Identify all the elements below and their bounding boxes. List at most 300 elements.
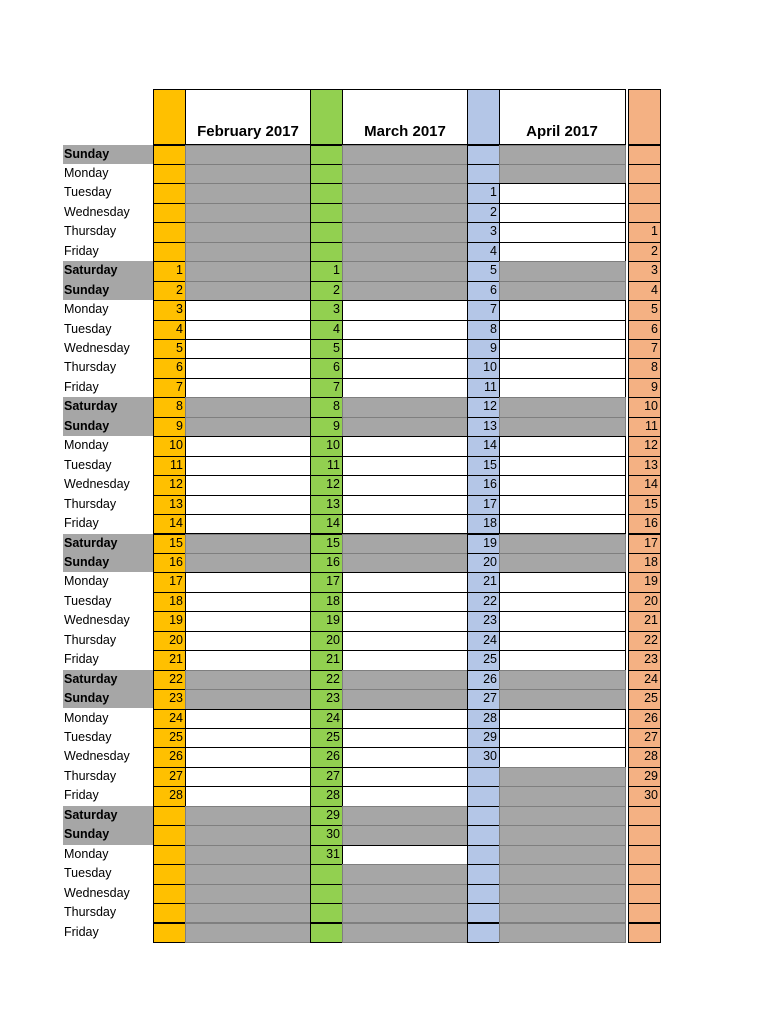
day-note-cell[interactable]	[342, 631, 469, 651]
day-number: 27	[483, 691, 497, 706]
day-note-cell[interactable]	[342, 786, 469, 806]
day-note-cell[interactable]	[499, 475, 626, 495]
day-note-cell[interactable]	[342, 320, 469, 340]
day-note-cell[interactable]	[499, 145, 626, 165]
day-number: 20	[169, 632, 183, 647]
day-number-cell	[628, 864, 661, 884]
weekday-label: Thursday	[64, 632, 117, 647]
day-number-cell	[153, 164, 186, 184]
month-color-header	[310, 89, 343, 145]
day-number: 2	[651, 243, 658, 258]
day-note-cell[interactable]	[499, 728, 626, 748]
day-note-cell[interactable]	[499, 358, 626, 378]
weekday-label: Wednesday	[64, 749, 130, 764]
day-note-cell[interactable]	[185, 261, 312, 281]
day-number: 9	[651, 379, 658, 394]
day-number: 11	[484, 379, 497, 394]
day-number-cell	[153, 145, 186, 165]
day-number-cell	[467, 806, 500, 826]
day-number-cell	[153, 222, 186, 242]
month-color-header	[153, 89, 186, 145]
weekday-label: Saturday	[63, 534, 154, 553]
day-number: 25	[483, 652, 497, 667]
day-note-cell[interactable]	[342, 495, 469, 515]
day-number: 22	[644, 632, 658, 647]
day-number-cell	[467, 864, 500, 884]
day-note-cell[interactable]	[342, 650, 469, 670]
day-note-cell[interactable]	[185, 145, 312, 165]
day-number: 1	[490, 185, 497, 200]
day-note-cell[interactable]	[499, 378, 626, 398]
weekday-label: Wednesday	[64, 613, 130, 628]
day-number: 10	[483, 360, 497, 375]
day-number: 10	[169, 438, 183, 453]
weekday-label: Thursday	[64, 768, 117, 783]
weekday-label: Monday	[64, 574, 109, 589]
day-note-cell[interactable]	[342, 378, 469, 398]
day-note-cell[interactable]	[185, 670, 312, 690]
day-number: 8	[490, 321, 497, 336]
day-number: 30	[483, 749, 497, 764]
day-note-cell[interactable]	[342, 475, 469, 495]
weekday-label: Monday	[64, 846, 109, 861]
day-number: 2	[490, 204, 497, 219]
day-note-cell[interactable]	[342, 923, 469, 943]
day-number: 14	[169, 516, 183, 531]
day-number-cell	[628, 923, 661, 943]
day-number-cell	[310, 884, 343, 904]
day-number: 20	[644, 593, 658, 608]
day-note-cell[interactable]	[342, 183, 469, 203]
day-number: 3	[651, 263, 658, 278]
day-number: 28	[326, 788, 340, 803]
day-note-cell[interactable]	[499, 572, 626, 592]
day-note-cell[interactable]	[342, 884, 469, 904]
day-note-cell[interactable]	[499, 300, 626, 320]
day-note-cell[interactable]	[499, 281, 626, 301]
day-number: 8	[176, 399, 183, 414]
day-note-cell[interactable]	[185, 767, 312, 787]
day-number: 18	[644, 554, 658, 569]
day-note-cell[interactable]	[342, 534, 469, 554]
day-number: 29	[644, 768, 658, 783]
day-note-cell[interactable]	[185, 358, 312, 378]
day-number-cell	[628, 825, 661, 845]
day-note-cell[interactable]	[185, 553, 312, 573]
weekday-label: Monday	[64, 302, 109, 317]
day-note-cell[interactable]	[342, 203, 469, 223]
day-note-cell[interactable]	[185, 709, 312, 729]
day-note-cell[interactable]	[499, 456, 626, 476]
weekday-label: Tuesday	[64, 457, 112, 472]
day-number: 12	[169, 477, 183, 492]
day-number: 30	[644, 788, 658, 803]
weekday-label: Wednesday	[64, 477, 130, 492]
day-number: 23	[169, 691, 183, 706]
weekday-label: Thursday	[64, 224, 117, 239]
day-number: 29	[483, 730, 497, 744]
day-number: 3	[333, 302, 340, 317]
day-note-cell[interactable]	[185, 592, 312, 612]
weekday-label: Monday	[64, 438, 109, 453]
day-number: 7	[651, 341, 658, 355]
day-note-cell[interactable]	[342, 300, 469, 320]
day-note-cell[interactable]	[185, 397, 312, 417]
day-number-cell	[153, 242, 186, 262]
day-note-cell[interactable]	[342, 825, 469, 845]
day-number: 16	[483, 477, 497, 492]
day-note-cell[interactable]	[342, 670, 469, 690]
day-note-cell[interactable]	[342, 456, 469, 476]
day-note-cell[interactable]	[342, 728, 469, 748]
day-number: 25	[326, 730, 340, 744]
day-number-cell	[628, 183, 661, 203]
day-note-cell[interactable]	[342, 242, 469, 262]
day-note-cell[interactable]	[499, 845, 626, 865]
day-number-cell	[153, 806, 186, 826]
day-number: 16	[169, 554, 183, 569]
weekday-label: Friday	[64, 924, 99, 939]
weekday-label: Thursday	[64, 905, 117, 920]
day-number: 7	[490, 302, 497, 317]
day-note-cell[interactable]	[342, 397, 469, 417]
day-note-cell[interactable]	[499, 903, 626, 923]
day-number-cell	[628, 203, 661, 223]
day-note-cell[interactable]	[499, 631, 626, 651]
weekday-label: Sunday	[63, 689, 154, 708]
day-number: 4	[176, 321, 183, 336]
day-note-cell[interactable]	[499, 514, 626, 534]
day-number: 6	[651, 321, 658, 336]
day-number-cell	[467, 884, 500, 904]
day-number: 9	[176, 418, 183, 433]
day-note-cell[interactable]	[499, 203, 626, 223]
day-note-cell[interactable]	[499, 884, 626, 904]
day-number: 18	[483, 516, 497, 531]
day-number-cell	[153, 203, 186, 223]
month-title: April 2017	[526, 123, 598, 140]
day-number: 15	[483, 457, 497, 472]
day-note-cell[interactable]	[499, 183, 626, 203]
day-note-cell[interactable]	[185, 631, 312, 651]
month-color-header	[628, 89, 661, 145]
day-number: 9	[333, 418, 340, 433]
day-number: 25	[644, 691, 658, 706]
day-note-cell[interactable]	[342, 436, 469, 456]
day-note-cell[interactable]	[499, 320, 626, 340]
day-note-cell[interactable]	[342, 767, 469, 787]
day-note-cell[interactable]	[499, 689, 626, 709]
day-number: 23	[326, 691, 340, 706]
day-note-cell[interactable]	[185, 845, 312, 865]
day-note-cell[interactable]	[342, 845, 469, 865]
day-number: 16	[644, 516, 658, 531]
day-note-cell[interactable]	[185, 300, 312, 320]
day-number: 1	[651, 224, 658, 239]
day-number: 11	[645, 418, 658, 433]
day-number: 25	[169, 730, 183, 744]
day-note-cell[interactable]	[185, 806, 312, 826]
day-note-cell[interactable]	[499, 767, 626, 787]
day-number: 17	[483, 496, 497, 511]
weekday-label: Thursday	[64, 496, 117, 511]
weekday-label: Wednesday	[64, 341, 130, 355]
day-note-cell[interactable]	[185, 183, 312, 203]
weekday-label: Friday	[64, 788, 99, 803]
day-number: 18	[326, 593, 340, 608]
day-note-cell[interactable]	[499, 825, 626, 845]
day-number-cell	[153, 864, 186, 884]
weekday-label: Tuesday	[64, 593, 112, 608]
day-number: 28	[169, 788, 183, 803]
day-note-cell[interactable]	[185, 514, 312, 534]
day-number: 14	[644, 477, 658, 492]
day-note-cell[interactable]	[499, 553, 626, 573]
day-note-cell[interactable]	[499, 806, 626, 826]
day-note-cell[interactable]	[342, 689, 469, 709]
day-number: 12	[644, 438, 658, 453]
day-number-cell	[628, 903, 661, 923]
day-note-cell[interactable]	[185, 650, 312, 670]
day-note-cell[interactable]	[342, 611, 469, 631]
weekday-label: Monday	[64, 710, 109, 725]
day-number: 7	[176, 379, 183, 394]
weekday-label: Saturday	[63, 261, 154, 280]
day-note-cell[interactable]	[185, 786, 312, 806]
weekday-label: Friday	[64, 379, 99, 394]
day-number: 7	[333, 379, 340, 394]
weekday-label: Sunday	[63, 281, 154, 300]
day-note-cell[interactable]	[185, 611, 312, 631]
day-note-cell[interactable]	[342, 806, 469, 826]
day-note-cell[interactable]	[185, 436, 312, 456]
day-number-cell	[153, 884, 186, 904]
day-number-cell	[628, 845, 661, 865]
weekday-label: Wednesday	[64, 204, 130, 219]
day-number: 24	[483, 632, 497, 647]
day-number: 17	[644, 535, 658, 550]
day-note-cell[interactable]	[499, 339, 626, 359]
day-number: 13	[483, 418, 497, 433]
day-note-cell[interactable]	[185, 222, 312, 242]
day-number-cell	[467, 903, 500, 923]
day-number: 27	[644, 730, 658, 744]
day-number-cell	[628, 164, 661, 184]
weekday-label: Sunday	[63, 417, 154, 436]
day-number: 5	[176, 341, 183, 355]
day-number: 17	[169, 574, 183, 589]
day-number: 16	[326, 554, 340, 569]
day-number: 27	[326, 768, 340, 783]
day-note-cell[interactable]	[185, 923, 312, 943]
day-number-cell	[310, 183, 343, 203]
day-number: 1	[333, 263, 340, 278]
day-note-cell[interactable]	[185, 495, 312, 515]
day-number-cell	[153, 923, 186, 943]
day-note-cell[interactable]	[342, 339, 469, 359]
day-note-cell[interactable]	[342, 903, 469, 923]
day-number: 5	[490, 263, 497, 278]
day-number: 30	[326, 827, 340, 842]
weekday-label: Tuesday	[64, 866, 112, 881]
day-note-cell[interactable]	[499, 534, 626, 554]
day-note-cell[interactable]	[342, 572, 469, 592]
day-number-cell	[467, 845, 500, 865]
day-note-cell[interactable]	[499, 261, 626, 281]
day-note-cell[interactable]	[499, 709, 626, 729]
day-number: 23	[644, 652, 658, 667]
weekday-label: Thursday	[64, 360, 117, 375]
day-number: 18	[169, 593, 183, 608]
weekday-label: Saturday	[63, 397, 154, 416]
day-number: 4	[333, 321, 340, 336]
day-number-cell	[467, 145, 500, 165]
day-number: 31	[326, 846, 340, 861]
day-note-cell[interactable]	[499, 670, 626, 690]
day-number-cell	[310, 864, 343, 884]
day-note-cell[interactable]	[499, 397, 626, 417]
day-note-cell[interactable]	[342, 553, 469, 573]
month-title: March 2017	[364, 123, 446, 140]
day-number: 24	[326, 710, 340, 725]
day-note-cell[interactable]	[499, 222, 626, 242]
day-note-cell[interactable]	[342, 747, 469, 767]
day-note-cell[interactable]	[185, 203, 312, 223]
weekday-label: Saturday	[63, 806, 154, 825]
day-number-cell	[310, 242, 343, 262]
day-note-cell[interactable]	[185, 825, 312, 845]
day-note-cell[interactable]	[185, 689, 312, 709]
weekday-label: Sunday	[63, 825, 154, 844]
weekday-label: Saturday	[63, 670, 154, 689]
day-note-cell[interactable]	[499, 417, 626, 437]
day-number: 21	[483, 574, 497, 589]
day-number-cell	[628, 145, 661, 165]
day-note-cell[interactable]	[185, 572, 312, 592]
day-note-cell[interactable]	[185, 281, 312, 301]
day-number-cell	[310, 164, 343, 184]
weekday-label: Tuesday	[64, 185, 112, 200]
day-number: 24	[644, 671, 658, 686]
day-number-cell	[310, 222, 343, 242]
weekday-label: Tuesday	[64, 730, 112, 744]
day-number: 17	[326, 574, 340, 589]
day-number: 13	[644, 457, 658, 472]
day-note-cell[interactable]	[499, 864, 626, 884]
day-note-cell[interactable]	[342, 261, 469, 281]
day-note-cell[interactable]	[185, 884, 312, 904]
weekday-label: Monday	[64, 165, 109, 180]
day-number: 22	[326, 671, 340, 686]
day-number: 2	[333, 282, 340, 297]
day-number: 15	[169, 535, 183, 550]
day-number: 9	[490, 341, 497, 355]
day-number: 5	[333, 341, 340, 355]
day-note-cell[interactable]	[342, 864, 469, 884]
day-note-cell[interactable]	[185, 164, 312, 184]
day-number: 26	[326, 749, 340, 764]
day-note-cell[interactable]	[499, 495, 626, 515]
day-note-cell[interactable]	[185, 747, 312, 767]
day-number: 20	[326, 632, 340, 647]
day-number-cell	[628, 884, 661, 904]
day-note-cell[interactable]	[499, 164, 626, 184]
day-number: 19	[644, 574, 658, 589]
day-note-cell[interactable]	[185, 728, 312, 748]
day-number: 21	[326, 652, 340, 667]
day-note-cell[interactable]	[342, 145, 469, 165]
day-number: 26	[169, 749, 183, 764]
day-number: 21	[169, 652, 183, 667]
day-number: 20	[483, 554, 497, 569]
day-number: 1	[176, 263, 183, 278]
day-note-cell[interactable]	[499, 592, 626, 612]
day-note-cell[interactable]	[342, 514, 469, 534]
day-note-cell[interactable]	[342, 417, 469, 437]
day-note-cell[interactable]	[185, 378, 312, 398]
day-note-cell[interactable]	[499, 923, 626, 943]
day-number-cell	[310, 203, 343, 223]
day-note-cell[interactable]	[185, 475, 312, 495]
day-note-cell[interactable]	[342, 164, 469, 184]
day-note-cell[interactable]	[342, 592, 469, 612]
day-number: 14	[483, 438, 497, 453]
day-number: 3	[176, 302, 183, 317]
day-note-cell[interactable]	[499, 786, 626, 806]
day-number: 21	[644, 613, 658, 628]
day-number: 10	[326, 438, 340, 453]
day-note-cell[interactable]	[185, 417, 312, 437]
day-note-cell[interactable]	[185, 534, 312, 554]
day-number: 6	[490, 282, 497, 297]
day-note-cell[interactable]	[499, 436, 626, 456]
day-note-cell[interactable]	[342, 281, 469, 301]
day-note-cell[interactable]	[185, 339, 312, 359]
day-note-cell[interactable]	[185, 242, 312, 262]
day-note-cell[interactable]	[185, 864, 312, 884]
day-number: 19	[326, 613, 340, 628]
day-number-cell	[467, 923, 500, 943]
day-note-cell[interactable]	[499, 747, 626, 767]
day-number: 11	[327, 457, 340, 472]
day-number: 4	[490, 243, 497, 258]
day-note-cell[interactable]	[185, 456, 312, 476]
day-number: 26	[644, 710, 658, 725]
day-number: 27	[169, 768, 183, 783]
day-number: 6	[176, 360, 183, 375]
weekday-label: Sunday	[63, 553, 154, 572]
day-number: 8	[333, 399, 340, 414]
day-number-cell	[467, 164, 500, 184]
day-note-cell[interactable]	[499, 650, 626, 670]
day-note-cell[interactable]	[499, 611, 626, 631]
day-note-cell[interactable]	[185, 903, 312, 923]
day-number: 4	[651, 282, 658, 297]
day-number: 2	[176, 282, 183, 297]
day-note-cell[interactable]	[499, 242, 626, 262]
day-number: 28	[483, 710, 497, 725]
day-note-cell[interactable]	[342, 709, 469, 729]
weekday-label: Tuesday	[64, 321, 112, 336]
day-note-cell[interactable]	[185, 320, 312, 340]
day-number: 8	[651, 360, 658, 375]
day-note-cell[interactable]	[342, 358, 469, 378]
day-number-cell	[310, 145, 343, 165]
day-note-cell[interactable]	[342, 222, 469, 242]
day-number: 13	[326, 496, 340, 511]
day-number-cell	[467, 767, 500, 787]
day-number-cell	[310, 923, 343, 943]
